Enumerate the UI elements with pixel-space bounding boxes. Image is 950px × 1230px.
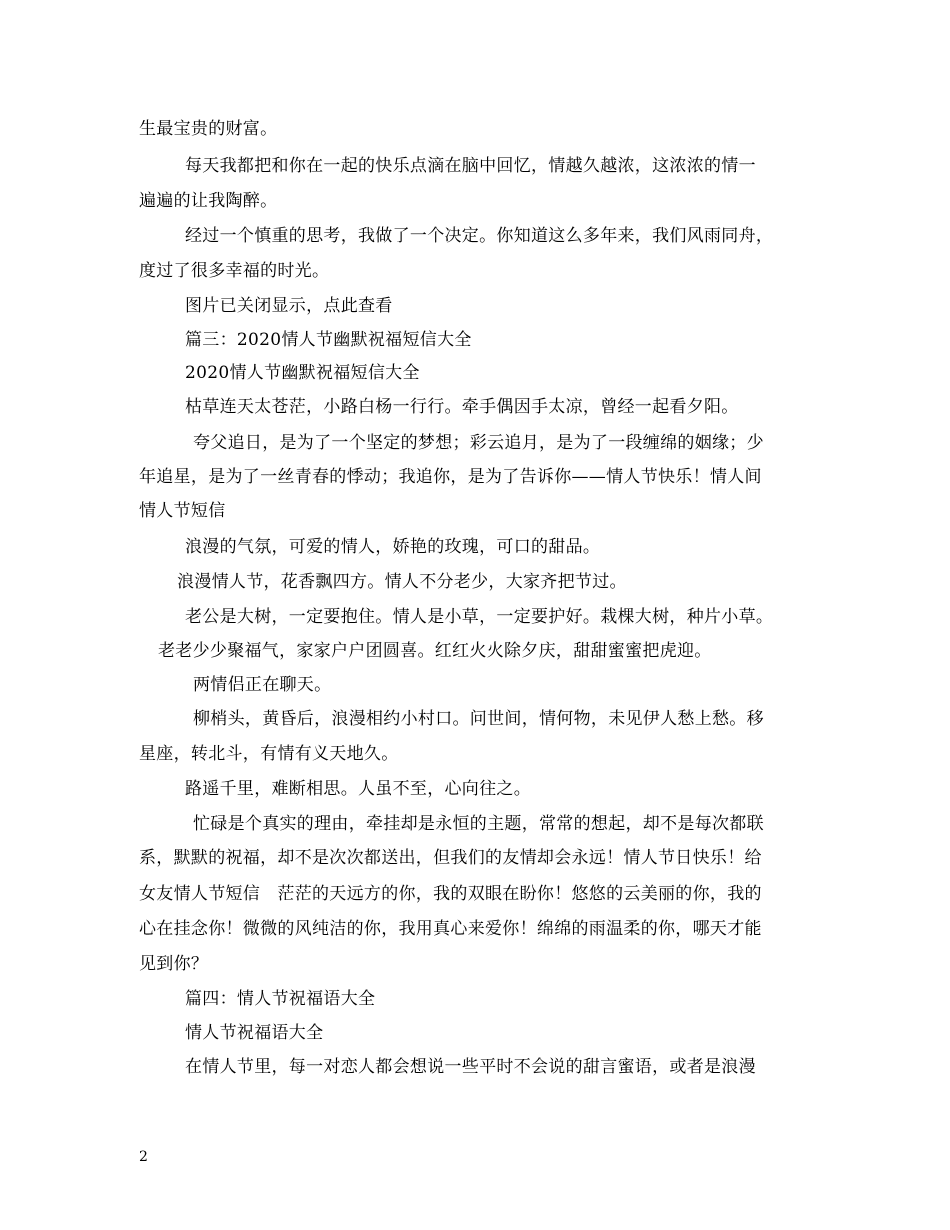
- image-hidden-notice[interactable]: 图片已关闭显示，点此查看: [185, 296, 393, 316]
- section-heading: 篇三：2020情人节幽默祝福短信大全: [185, 330, 472, 350]
- text-line: 年追星，是为了一丝青春的悸动；我追你，是为了告诉你——情人节快乐！情人间: [139, 467, 762, 487]
- page-number: 2: [139, 1149, 148, 1165]
- section-heading: 篇四：情人节祝福语大全: [185, 989, 376, 1009]
- text-line: 在情人节里，每一对恋人都会想说一些平时不会说的甜言蜜语，或者是浪漫: [185, 1057, 756, 1077]
- text-line: 生最宝贵的财富。: [139, 119, 278, 139]
- section-title: 情人节祝福语大全: [185, 1023, 324, 1043]
- text-line: 情人节短信: [139, 501, 226, 521]
- text-line: 浪漫的气氛，可爱的情人，娇艳的玫瑰，可口的甜品。: [185, 537, 601, 557]
- text-line: 忙碌是个真实的理由，牵挂却是永恒的主题，常常的想起，却不是每次都联: [193, 814, 764, 834]
- text-line: 老公是大树，一定要抱住。情人是小草，一定要护好。栽棵大树，种片小草。: [185, 607, 774, 627]
- text-line: 老老少少聚福气，家家户户团圆喜。红红火火除夕庆，甜甜蜜蜜把虎迎。: [158, 641, 712, 661]
- text-line: 枯草连天太苍茫，小路白杨一行行。牵手偶因手太凉，曾经一起看夕阳。: [185, 397, 739, 417]
- text-line: 每天我都把和你在一起的快乐点滴在脑中回忆，情越久越浓，这浓浓的情一: [185, 156, 756, 176]
- text-line: 见到你？: [139, 954, 209, 974]
- text-line: 路遥千里，难断相思。人虽不至，心向往之。: [185, 779, 531, 799]
- text-line: 经过一个慎重的思考，我做了一个决定。你知道这么多年来，我们风雨同舟，: [185, 226, 774, 246]
- text-line: 夸父追日，是为了一个坚定的梦想；彩云追月，是为了一段缠绵的姻缘；少: [193, 433, 764, 453]
- section-title: 2020情人节幽默祝福短信大全: [185, 363, 420, 383]
- text-line: 浪漫情人节，花香飘四方。情人不分老少，大家齐把节过。: [177, 572, 627, 592]
- text-line: 星座，转北斗，有情有义天地久。: [139, 744, 399, 764]
- text-line: 柳梢头，黄昏后，浪漫相约小村口。问世间，情何物，未见伊人愁上愁。移: [193, 709, 764, 729]
- text-line: 两情侣正在聊天。: [193, 675, 332, 695]
- text-line: 女友情人节短信 茫茫的天远方的你，我的双眼在盼你！悠悠的云美丽的你，我的: [139, 884, 762, 904]
- text-line: 度过了很多幸福的时光。: [139, 261, 330, 281]
- text-line: 遍遍的让我陶醉。: [139, 191, 278, 211]
- text-line: 心在挂念你！微微的风纯洁的你，我用真心来爱你！绵绵的雨温柔的你，哪天才能: [139, 919, 762, 939]
- text-line: 系，默默的祝福，却不是次次都送出，但我们的友情却会永远！情人节日快乐！给: [139, 848, 762, 868]
